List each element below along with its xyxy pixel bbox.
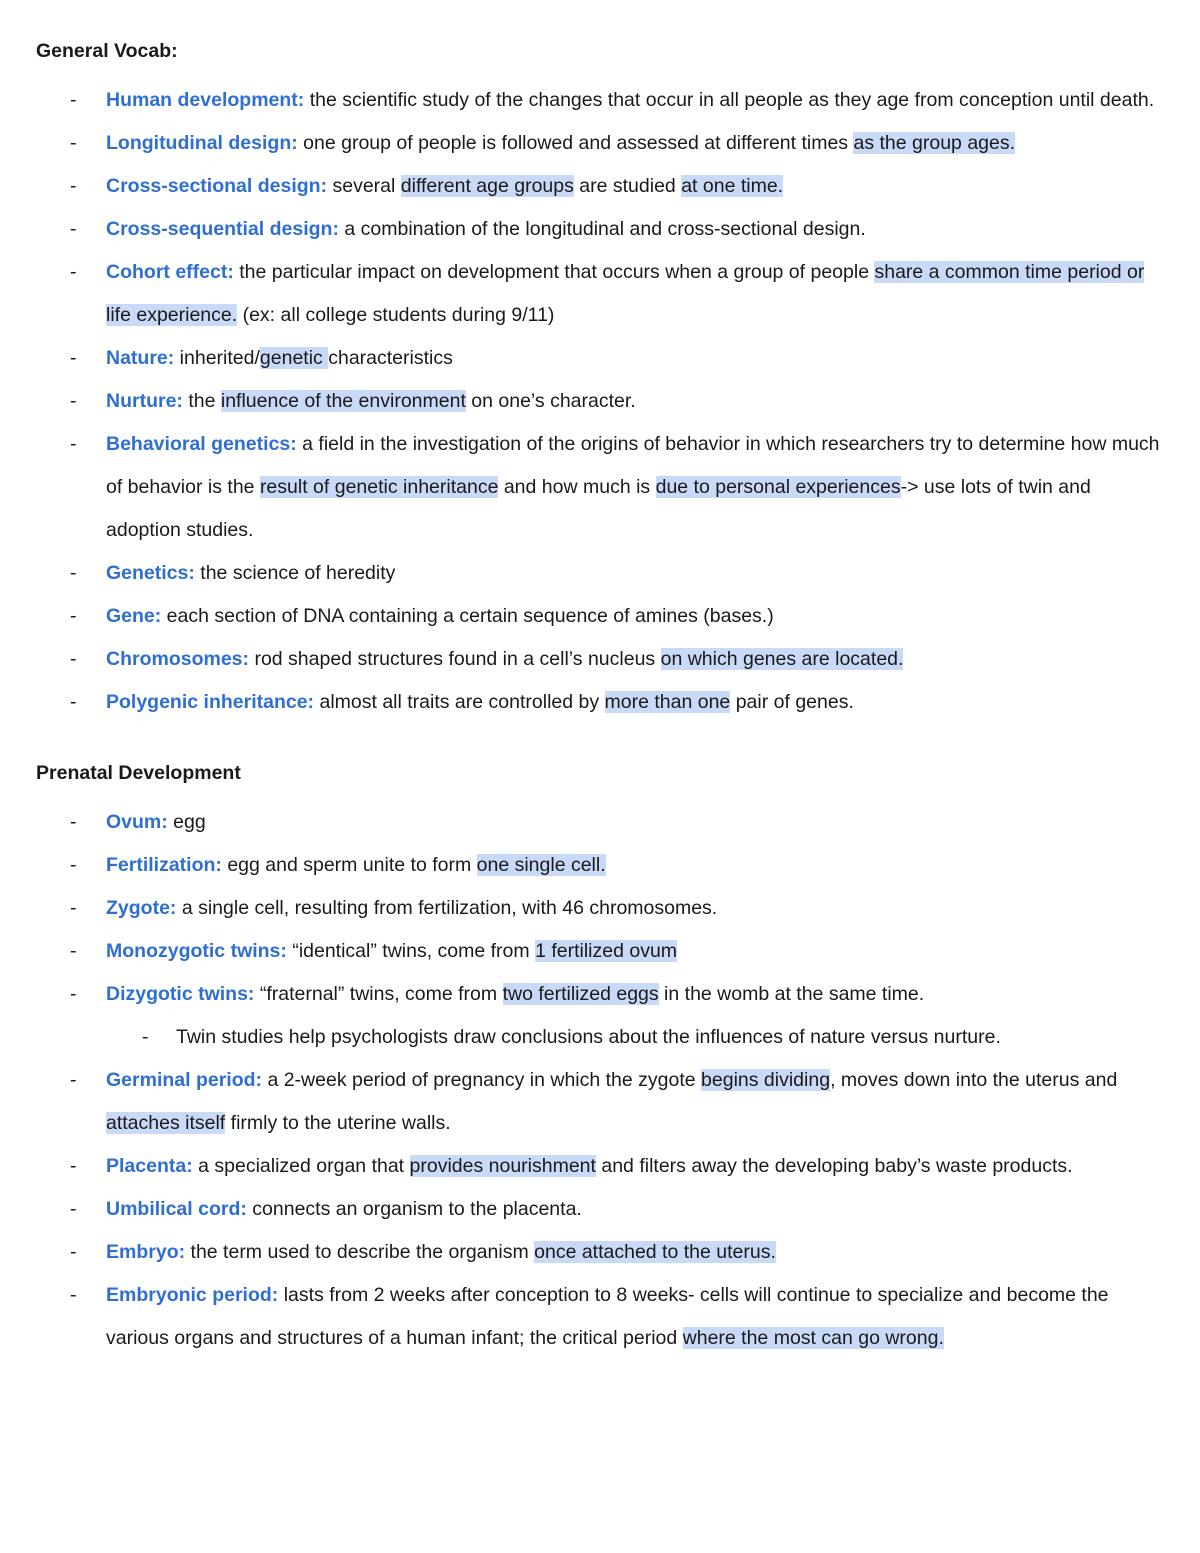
definition-text: the <box>182 390 221 412</box>
term-label: Zygote: <box>106 897 177 919</box>
highlighted-text: where the most can go wrong. <box>682 1327 944 1349</box>
term-label: Cross-sequential design: <box>106 218 339 240</box>
term-label: Fertilization: <box>106 854 222 876</box>
highlighted-text: once attached to the uterus. <box>534 1241 776 1263</box>
list-item <box>36 165 1166 208</box>
definition-text: are studied <box>573 175 682 197</box>
list-item <box>36 423 1166 552</box>
term-label: Nurture: <box>106 390 183 412</box>
definition-text: -> use lots of twin and adoption studies. <box>106 476 1091 541</box>
highlighted-text: genetic <box>259 347 329 369</box>
term-label: Gene: <box>106 605 162 627</box>
highlighted-text: provides nourishment <box>409 1155 596 1177</box>
list-item <box>36 251 1166 337</box>
list-item <box>36 79 1166 122</box>
list-item <box>36 337 1166 380</box>
definition-text: almost all traits are controlled by <box>314 691 605 713</box>
list-item <box>36 801 1166 844</box>
definition-text: firmly to the uterine walls. <box>225 1112 451 1134</box>
definition-text: several <box>327 175 401 197</box>
definition-text: a field in the investigation of the origins of behavior in which researchers try to determine how much of behavior is the <box>106 433 1160 498</box>
term-label: Umbilical cord: <box>106 1198 247 1220</box>
definition-text: a 2-week period of pregnancy in which the zygote <box>262 1069 702 1091</box>
term-label: Embryonic period: <box>106 1284 279 1306</box>
definition-text: (ex: all college students during 9/11) <box>237 304 555 326</box>
dash-bullet-icon: - <box>70 562 77 584</box>
highlighted-text: influence of the environment <box>220 390 466 412</box>
definition-text: pair of genes. <box>730 691 854 713</box>
dash-bullet-icon: - <box>70 175 77 197</box>
dash-bullet-icon: - <box>70 132 77 154</box>
highlighted-text: result of genetic inheritance <box>259 476 499 498</box>
list-item <box>36 973 1166 1016</box>
dash-bullet-icon: - <box>70 261 77 283</box>
term-label: Chromosomes: <box>106 648 250 670</box>
dash-bullet-icon: - <box>70 897 77 919</box>
highlighted-text: two fertilized eggs <box>502 983 659 1005</box>
list-item <box>36 380 1166 423</box>
dash-bullet-icon: - <box>70 218 77 240</box>
definition-text: , moves down into the uterus and <box>830 1069 1118 1091</box>
dash-bullet-icon: - <box>70 691 77 713</box>
term-label: Dizygotic twins: <box>106 983 255 1005</box>
definition-text: a single cell, resulting from fertilization, with 46 chromosomes. <box>176 897 718 919</box>
definition-text: the term used to describe the organism <box>185 1241 535 1263</box>
highlighted-text: 1 fertilized ovum <box>535 940 678 962</box>
section-prenatal-development <box>36 758 1166 1360</box>
term-label: Genetics: <box>106 562 195 584</box>
list-item <box>36 208 1166 251</box>
definition-text: one group of people is followed and assessed at different times <box>297 132 854 154</box>
highlighted-text: one single cell. <box>476 854 606 876</box>
definition-text: “fraternal” twins, come from <box>254 983 503 1005</box>
list-item <box>36 1231 1166 1274</box>
list-item <box>36 1274 1166 1360</box>
definition-text: a specialized organ that <box>192 1155 410 1177</box>
section-general-vocab <box>36 36 1166 724</box>
list-item <box>36 887 1166 930</box>
dash-bullet-icon: - <box>70 1069 77 1091</box>
term-label: Longitudinal design: <box>106 132 298 154</box>
highlighted-text: at one time. <box>681 175 784 197</box>
highlighted-text: share a common time period or life experience. <box>106 261 1145 326</box>
list-item <box>36 844 1166 887</box>
term-label: Behavioral genetics: <box>106 433 297 455</box>
dash-bullet-icon: - <box>70 648 77 670</box>
definition-list <box>36 801 1166 1360</box>
definition-text: rod shaped structures found in a cell’s nucleus <box>249 648 661 670</box>
definition-text: Twin studies help psychologists draw conclusions about the influences of nature versus nurture. <box>176 1026 1001 1048</box>
highlighted-text: due to personal experiences <box>655 476 901 498</box>
section-heading: General Vocab: <box>36 40 178 62</box>
term-label: Embryo: <box>106 1241 186 1263</box>
dash-bullet-icon: - <box>70 390 77 412</box>
dash-bullet-icon: - <box>70 433 77 455</box>
term-label: Placenta: <box>106 1155 193 1177</box>
section-heading: Prenatal Development <box>36 762 241 784</box>
highlighted-text: on which genes are located. <box>660 648 904 670</box>
definition-text: the science of heredity <box>194 562 396 584</box>
dash-bullet-icon: - <box>70 605 77 627</box>
dash-bullet-icon: - <box>70 940 77 962</box>
definition-text: on one’s character. <box>465 390 636 412</box>
definition-text: each section of DNA containing a certain sequence of amines (bases.) <box>161 605 774 627</box>
definition-text: and how much is <box>498 476 656 498</box>
definition-text: a combination of the longitudinal and cross-sectional design. <box>338 218 866 240</box>
definition-text: characteristics <box>328 347 453 369</box>
term-label: Cohort effect: <box>106 261 234 283</box>
definition-text: lasts from 2 weeks after conception to 8 weeks- cells will continue to specialize and become the various organs and structures of a human infant; the critical period <box>106 1284 1109 1349</box>
definition-text: in the womb at the same time. <box>658 983 925 1005</box>
dash-bullet-icon: - <box>70 1241 77 1263</box>
definition-text: the scientific study of the changes that occur in all people as they age from conception until death. <box>304 89 1155 111</box>
list-item <box>36 1188 1166 1231</box>
dash-bullet-icon: - <box>70 89 77 111</box>
list-item <box>36 595 1166 638</box>
list-item <box>36 1059 1166 1145</box>
list-item <box>36 638 1166 681</box>
dash-bullet-icon: - <box>142 1026 149 1048</box>
list-item <box>36 930 1166 973</box>
dash-bullet-icon: - <box>70 811 77 833</box>
definition-text: “identical” twins, come from <box>286 940 536 962</box>
term-label: Monozygotic twins: <box>106 940 287 962</box>
dash-bullet-icon: - <box>70 854 77 876</box>
term-label: Human development: <box>106 89 305 111</box>
definition-text: inherited/ <box>174 347 260 369</box>
sub-list-item <box>36 1016 1166 1059</box>
definition-text: and filters away the developing baby’s waste products. <box>595 1155 1073 1177</box>
definition-text: connects an organism to the placenta. <box>246 1198 582 1220</box>
highlighted-text: more than one <box>604 691 731 713</box>
dash-bullet-icon: - <box>70 1284 77 1306</box>
term-label: Ovum: <box>106 811 168 833</box>
definition-list <box>36 79 1166 724</box>
term-label: Cross-sectional design: <box>106 175 328 197</box>
definition-text: the particular impact on development that occurs when a group of people <box>233 261 875 283</box>
definition-text: egg and sperm unite to form <box>221 854 477 876</box>
dash-bullet-icon: - <box>70 347 77 369</box>
highlighted-text: as the group ages. <box>853 132 1016 154</box>
highlighted-text: begins dividing <box>701 1069 831 1091</box>
list-item <box>36 122 1166 165</box>
dash-bullet-icon: - <box>70 983 77 1005</box>
highlighted-text: different age groups <box>400 175 574 197</box>
list-item <box>36 552 1166 595</box>
term-label: Germinal period: <box>106 1069 263 1091</box>
term-label: Polygenic inheritance: <box>106 691 315 713</box>
definition-text: egg <box>167 811 206 833</box>
highlighted-text: attaches itself <box>106 1112 226 1134</box>
dash-bullet-icon: - <box>70 1198 77 1220</box>
dash-bullet-icon: - <box>70 1155 77 1177</box>
term-label: Nature: <box>106 347 175 369</box>
list-item <box>36 1145 1166 1188</box>
list-item <box>36 681 1166 724</box>
